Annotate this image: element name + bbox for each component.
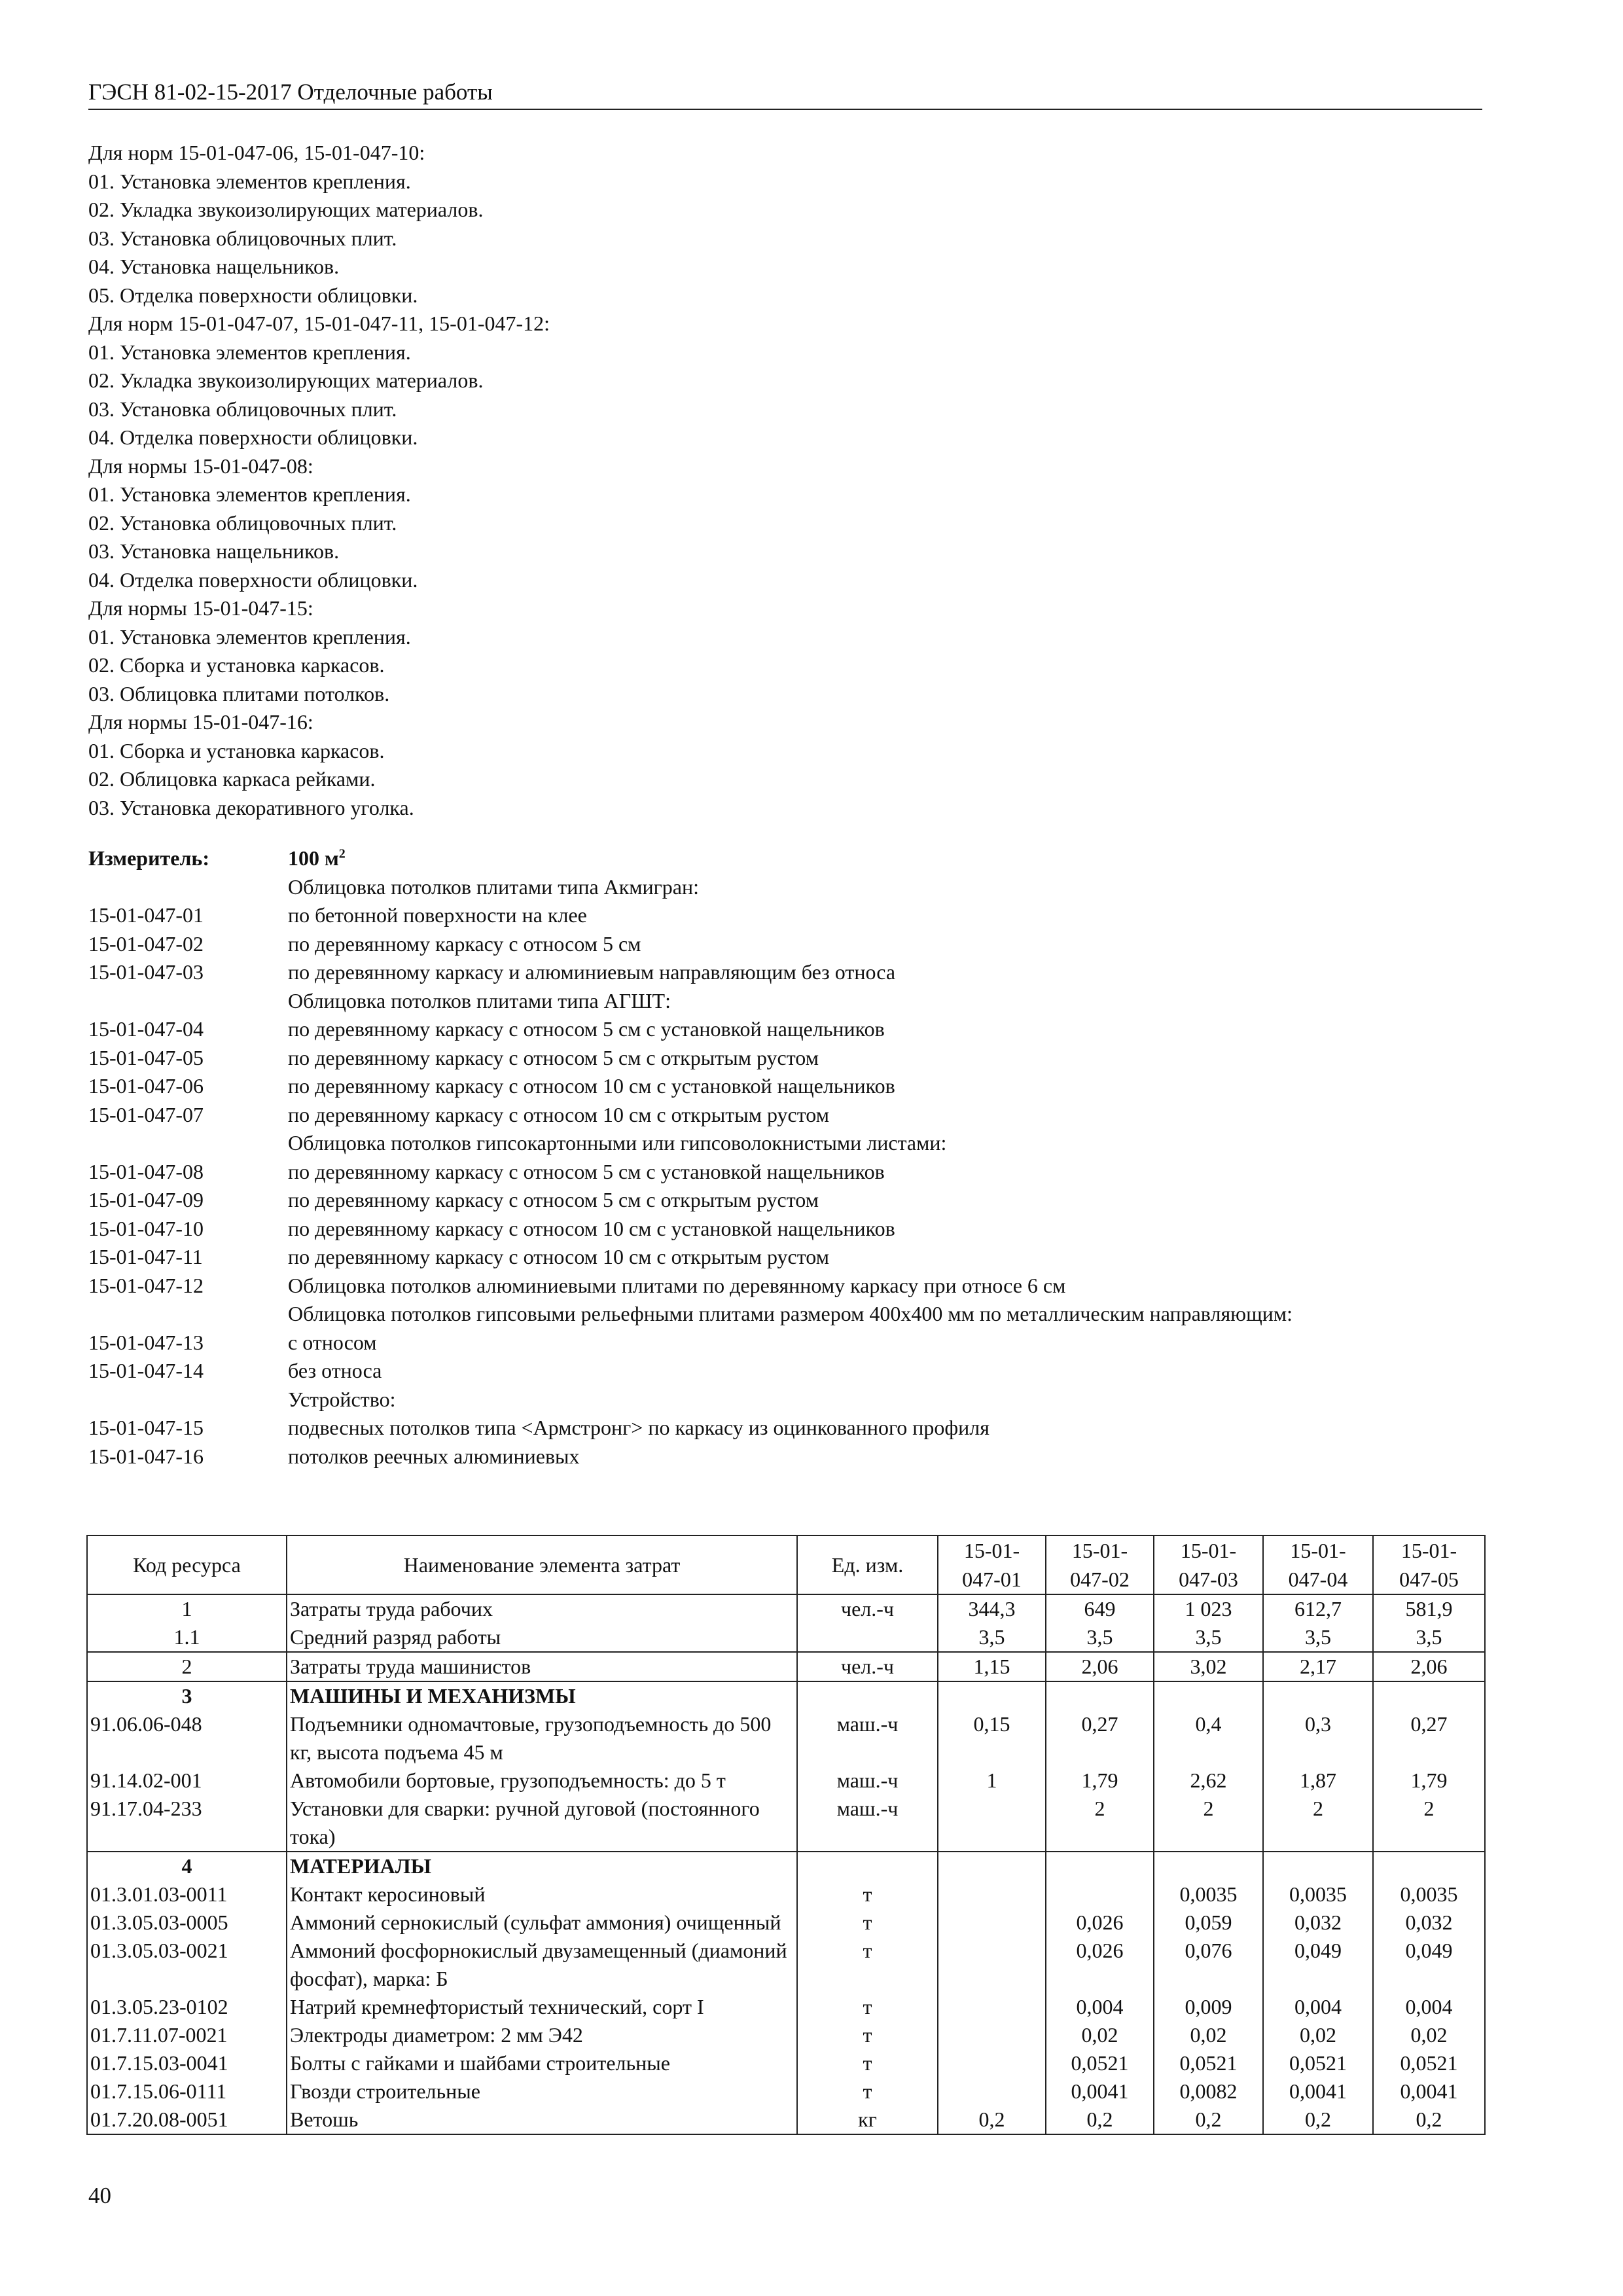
norm-value: 344,3 (938, 1594, 1046, 1623)
resource-name: Аммоний фосфорнокислый двузамещенный (диамоний фосфат), марка: Б (287, 1937, 797, 1993)
resource-code: 01.7.20.08-0051 (87, 2106, 287, 2134)
resource-name: Ветошь (287, 2106, 797, 2134)
norm-value: 0,2 (1373, 2106, 1485, 2134)
norm-value (1154, 1681, 1263, 1710)
norm-value: 1 (938, 1767, 1046, 1795)
intro-line: 03. Установка облицовочных плит. (88, 226, 397, 250)
resource-name: Затраты труда машинистов (287, 1652, 797, 1681)
norm-value: 0,15 (938, 1710, 1046, 1767)
norm-value: 0,032 (1373, 1909, 1485, 1937)
norm-value: 0,27 (1373, 1710, 1485, 1767)
norm-row (88, 1044, 1482, 1073)
norm-value (938, 2049, 1046, 2077)
norm-value: 0,02 (1046, 2021, 1154, 2049)
norm-description: Облицовка потолков гипсовыми рельефными плитами размером 400x400 мм по металлическим направляющим: (288, 1302, 1293, 1325)
norm-value: 0,2 (938, 2106, 1046, 2134)
norm-value: 3,02 (1154, 1652, 1263, 1681)
page-number: 40 (88, 2183, 111, 2208)
intro-line: 02. Укладка звукоизолирующих материалов. (88, 368, 484, 392)
resource-name: Натрий кремнефтористый технический, сорт I (287, 1993, 797, 2021)
norm-code: 15-01-047-08 (88, 1159, 204, 1183)
norm-description: Устройство: (288, 1387, 396, 1411)
norm-description: по деревянному каркасу с относом 5 см с установкой нащельников (288, 1017, 885, 1041)
norm-code: 15-01-047-06 (88, 1074, 204, 1098)
norm-value: 2,62 (1154, 1767, 1263, 1795)
resource-unit (797, 1852, 938, 1880)
resource-code: 01.3.05.23-0102 (87, 1993, 287, 2021)
meter-value: 100 $м^2$ (288, 846, 346, 870)
resource-name: Автомобили бортовые, грузоподъемность: до 5 т (287, 1767, 797, 1795)
norm-value: 0,0521 (1373, 2049, 1485, 2077)
norm-code (88, 873, 288, 902)
norm-value: 0,4 (1154, 1710, 1263, 1767)
resource-code: 01.3.01.03-0011 (87, 1880, 287, 1909)
table-body (87, 1594, 1485, 2134)
norm-row (88, 1414, 1482, 1443)
work-composition (88, 139, 1463, 822)
norm-list (88, 873, 1482, 1471)
norm-description: по деревянному каркасу с относом 5 см с открытым рустом (288, 1188, 819, 1211)
resource-code: 91.06.06-048 (87, 1710, 287, 1767)
norm-description: с относом (288, 1330, 377, 1354)
table-row (87, 1795, 1485, 1852)
resource-code: 1 (87, 1594, 287, 1623)
table-row (87, 1710, 1485, 1767)
intro-line: 01. Установка элементов крепления. (88, 624, 411, 649)
table-row (87, 1852, 1485, 1880)
norm-description: Облицовка потолков плитами типа АГШТ: (288, 988, 671, 1013)
norm-code: 15-01-047-12 (88, 1273, 204, 1297)
intro-line: Для нормы 15-01-047-16: (88, 710, 313, 734)
norm-description: по деревянному каркасу с относом 10 см с установкой нащельников (288, 1216, 895, 1240)
intro-line: 01. Сборка и установка каркасов. (88, 738, 385, 762)
intro-line: 05. Отделка поверхности облицовки. (88, 283, 418, 307)
norm-value (1046, 1852, 1154, 1880)
norm-description: по деревянному каркасу и алюминиевым направляющим без относа (288, 960, 896, 984)
norm-value (1263, 1681, 1373, 1710)
resource-unit (797, 1681, 938, 1710)
norm-row (88, 1101, 1482, 1130)
norm-value (938, 1681, 1046, 1710)
meter-section (88, 844, 1482, 1471)
intro-line: 02. Установка облицовочных плит. (88, 511, 397, 535)
norm-value: 0,0041 (1263, 2077, 1373, 2106)
norm-value: 0,2 (1046, 2106, 1154, 2134)
norm-value (938, 1880, 1046, 1909)
norm-value: 2 (1373, 1795, 1485, 1852)
norm-code: 15-01-047-02 (88, 931, 204, 956)
norm-row (88, 1215, 1482, 1244)
table-row (87, 1767, 1485, 1795)
norm-value: 3,5 (1046, 1623, 1154, 1652)
intro-line: 03. Облицовка плитами потолков. (88, 681, 390, 706)
norm-row (88, 958, 1482, 987)
resource-code: 4 (87, 1852, 287, 1880)
norm-value: 0,2 (1263, 2106, 1373, 2134)
norm-value: 3,5 (938, 1623, 1046, 1652)
col-header-code: Код ресурса (87, 1535, 287, 1594)
norm-code: 15-01-047-01 (88, 903, 204, 927)
norm-description: без относа (288, 1359, 382, 1382)
norm-row (88, 1300, 1482, 1329)
intro-line: Для нормы 15-01-047-08: (88, 454, 313, 478)
norm-row (88, 873, 1482, 902)
norm-value (938, 1795, 1046, 1852)
norm-value: 0,0035 (1263, 1880, 1373, 1909)
norm-value: 0,004 (1263, 1993, 1373, 2021)
norm-value: 2 (1046, 1795, 1154, 1852)
col-header-norm: 15-01- 047-02 (1046, 1535, 1154, 1594)
norm-row (88, 1186, 1482, 1215)
resource-unit: т (797, 2021, 938, 2049)
col-header-unit: Ед. изм. (797, 1535, 938, 1594)
norm-value: 0,0521 (1046, 2049, 1154, 2077)
norm-value: 1,79 (1373, 1767, 1485, 1795)
intro-line: 03. Установка декоративного уголка. (88, 795, 414, 819)
norm-row (88, 1158, 1482, 1187)
norm-value: 0,0035 (1373, 1880, 1485, 1909)
norm-value: 0,004 (1373, 1993, 1485, 2021)
norm-value (938, 1993, 1046, 2021)
resource-name: Аммоний сернокислый (сульфат аммония) очищенный (287, 1909, 797, 1937)
norm-code: 15-01-047-14 (88, 1359, 204, 1382)
norm-value: 0,059 (1154, 1909, 1263, 1937)
resource-unit: маш.-ч (797, 1795, 938, 1852)
resource-code: 01.7.11.07-0021 (87, 2021, 287, 2049)
table-row (87, 1880, 1485, 1909)
intro-line: 01. Установка элементов крепления. (88, 340, 411, 364)
header-title: ГЭСН 81-02-15-2017 Отделочные работы (88, 79, 493, 105)
resource-code: 01.3.05.03-0005 (87, 1909, 287, 1937)
norm-value: 581,9 (1373, 1594, 1485, 1623)
norm-code (88, 987, 288, 1016)
norm-code: 15-01-047-11 (88, 1245, 203, 1268)
table-row (87, 1681, 1485, 1710)
norm-code: 15-01-047-15 (88, 1416, 204, 1439)
norm-value: 0,049 (1373, 1937, 1485, 1993)
resource-name: МАТЕРИАЛЫ (287, 1852, 797, 1880)
resource-name: Средний разряд работы (287, 1623, 797, 1652)
norm-description: подвесных потолков типа <Армстронг> по каркасу из оцинкованного профиля (288, 1416, 990, 1439)
resource-name: Болты с гайками и шайбами строительные (287, 2049, 797, 2077)
norm-value: 3,5 (1263, 1623, 1373, 1652)
resource-code: 01.3.05.03-0021 (87, 1937, 287, 1993)
norm-value (1046, 1880, 1154, 1909)
resource-unit: чел.-ч (797, 1594, 938, 1623)
table-row (87, 1594, 1485, 1623)
norm-code: 15-01-047-03 (88, 960, 204, 984)
intro-line: 04. Установка нащельников. (88, 255, 340, 278)
norm-code: 15-01-047-16 (88, 1444, 204, 1468)
norm-description: потолков реечных алюминиевых (288, 1444, 580, 1468)
resource-unit: т (797, 1937, 938, 1993)
norm-row (88, 987, 1482, 1016)
norm-code: 15-01-047-10 (88, 1216, 204, 1240)
resource-table (86, 1535, 1486, 2135)
norm-value: 0,0521 (1154, 2049, 1263, 2077)
norm-value: 1,87 (1263, 1767, 1373, 1795)
intro-line: 01. Установка элементов крепления. (88, 482, 411, 506)
intro-line: 04. Отделка поверхности облицовки. (88, 567, 418, 592)
resource-unit: маш.-ч (797, 1710, 938, 1767)
col-header-norm: 15-01- 047-05 (1373, 1535, 1485, 1594)
norm-value: 0,0041 (1373, 2077, 1485, 2106)
norm-value: 0,032 (1263, 1909, 1373, 1937)
norm-description: Облицовка потолков алюминиевыми плитами по деревянному каркасу при относе 6 см (288, 1273, 1066, 1297)
resource-unit: т (797, 1909, 938, 1937)
norm-value: 0,3 (1263, 1710, 1373, 1767)
norm-value: 0,27 (1046, 1710, 1154, 1767)
norm-value (1373, 1681, 1485, 1710)
norm-code: 15-01-047-07 (88, 1102, 204, 1126)
norm-value: 0,009 (1154, 1993, 1263, 2021)
norm-description: по деревянному каркасу с относом 10 см с открытым рустом (288, 1102, 829, 1126)
resource-unit (797, 1623, 938, 1652)
norm-value: 0,0521 (1263, 2049, 1373, 2077)
resource-name: МАШИНЫ И МЕХАНИЗМЫ (287, 1681, 797, 1710)
norm-code: 15-01-047-05 (88, 1045, 204, 1069)
resource-name: Затраты труда рабочих (287, 1594, 797, 1623)
norm-value: 0,026 (1046, 1937, 1154, 1993)
col-header-norm: 15-01- 047-03 (1154, 1535, 1263, 1594)
intro-line: 04. Отделка поверхности облицовки. (88, 425, 418, 449)
table-row (87, 2106, 1485, 2134)
norm-value: 2,17 (1263, 1652, 1373, 1681)
table-row (87, 2049, 1485, 2077)
norm-value: 3,5 (1373, 1623, 1485, 1652)
norm-description: по деревянному каркасу с относом 5 см (288, 931, 641, 956)
table-row (87, 2077, 1485, 2106)
norm-value: 2 (1154, 1795, 1263, 1852)
norm-row (88, 1443, 1482, 1471)
norm-value: 3,5 (1154, 1623, 1263, 1652)
table-row (87, 1909, 1485, 1937)
norm-value: 2,06 (1373, 1652, 1485, 1681)
table-row (87, 2021, 1485, 2049)
norm-code (88, 1300, 288, 1329)
resource-unit: т (797, 1993, 938, 2021)
resource-unit: т (797, 2049, 938, 2077)
norm-code: 15-01-047-09 (88, 1188, 204, 1211)
norm-row (88, 1272, 1482, 1300)
norm-value: 649 (1046, 1594, 1154, 1623)
norm-row (88, 1129, 1482, 1158)
norm-value (938, 1937, 1046, 1993)
norm-value (1263, 1852, 1373, 1880)
norm-value: 1 023 (1154, 1594, 1263, 1623)
norm-row (88, 930, 1482, 959)
resource-code: 1.1 (87, 1623, 287, 1652)
norm-row (88, 1243, 1482, 1272)
page-header (88, 77, 1482, 110)
table-row (87, 1937, 1485, 1993)
norm-value: 2,06 (1046, 1652, 1154, 1681)
resource-code: 91.14.02-001 (87, 1767, 287, 1795)
norm-row (88, 1329, 1482, 1357)
meter-label: Измеритель: (88, 846, 209, 870)
norm-row (88, 1015, 1482, 1044)
norm-value: 0,004 (1046, 1993, 1154, 2021)
norm-code (88, 1386, 288, 1414)
norm-value: 0,02 (1154, 2021, 1263, 2049)
table-header-row (87, 1535, 1485, 1594)
resource-code: 3 (87, 1681, 287, 1710)
norm-value: 0,0035 (1154, 1880, 1263, 1909)
norm-value: 0,02 (1263, 2021, 1373, 2049)
resource-unit: чел.-ч (797, 1652, 938, 1681)
norm-value: 2 (1263, 1795, 1373, 1852)
norm-value (938, 2077, 1046, 2106)
intro-line: Для норм 15-01-047-06, 15-01-047-10: (88, 141, 425, 164)
norm-value: 0,02 (1373, 2021, 1485, 2049)
norm-description: Облицовка потолков гипсокартонными или гипсоволокнистыми листами: (288, 1131, 947, 1155)
table-row (87, 1993, 1485, 2021)
resource-name: Контакт керосиновый (287, 1880, 797, 1909)
norm-description: по бетонной поверхности на клее (288, 903, 587, 927)
norm-value: 0,049 (1263, 1937, 1373, 1993)
norm-row (88, 1072, 1482, 1101)
col-header-name: Наименование элемента затрат (287, 1535, 797, 1594)
resource-code: 01.7.15.03-0041 (87, 2049, 287, 2077)
norm-value: 1,15 (938, 1652, 1046, 1681)
resource-code: 2 (87, 1652, 287, 1681)
intro-line: 01. Установка элементов крепления. (88, 169, 411, 193)
norm-description: по деревянному каркасу с относом 10 см с установкой нащельников (288, 1074, 895, 1098)
resource-name: Подъемники одномачтовые, грузоподъемность до 500 кг, высота подъема 45 м (287, 1710, 797, 1767)
norm-code (88, 1129, 288, 1158)
resource-code: 91.17.04-233 (87, 1795, 287, 1852)
norm-value: 0,076 (1154, 1937, 1263, 1993)
resource-unit: т (797, 1880, 938, 1909)
norm-value: 612,7 (1263, 1594, 1373, 1623)
norm-row (88, 1386, 1482, 1414)
norm-value: 0,0082 (1154, 2077, 1263, 2106)
resource-unit: маш.-ч (797, 1767, 938, 1795)
table-row (87, 1652, 1485, 1681)
norm-description: по деревянному каркасу с относом 5 см с открытым рустом (288, 1045, 819, 1069)
col-header-norm: 15-01- 047-04 (1263, 1535, 1373, 1594)
norm-description: по деревянному каркасу с относом 10 см с открытым рустом (288, 1245, 829, 1268)
norm-value (1373, 1852, 1485, 1880)
norm-value (1154, 1852, 1263, 1880)
norm-value (938, 2021, 1046, 2049)
norm-row (88, 1357, 1482, 1386)
resource-name: Установки для сварки: ручной дуговой (постоянного тока) (287, 1795, 797, 1852)
norm-description: по деревянному каркасу с относом 5 см с установкой нащельников (288, 1159, 885, 1183)
intro-line: 02. Укладка звукоизолирующих материалов. (88, 198, 484, 221)
intro-line: Для норм 15-01-047-07, 15-01-047-11, 15-01-047-12: (88, 312, 550, 335)
norm-value (938, 1852, 1046, 1880)
intro-line: 02. Облицовка каркаса рейками. (88, 767, 376, 791)
norm-value: 0,026 (1046, 1909, 1154, 1937)
intro-line: 03. Установка облицовочных плит. (88, 397, 397, 421)
resource-name: Электроды диаметром: 2 мм Э42 (287, 2021, 797, 2049)
intro-line: 02. Сборка и установка каркасов. (88, 653, 385, 677)
norm-value: 1,79 (1046, 1767, 1154, 1795)
norm-row (88, 901, 1482, 930)
norm-code: 15-01-047-04 (88, 1017, 204, 1041)
resource-unit: кг (797, 2106, 938, 2134)
table-row (87, 1623, 1485, 1652)
norm-value (1046, 1681, 1154, 1710)
resource-name: Гвозди строительные (287, 2077, 797, 2106)
norm-value: 0,2 (1154, 2106, 1263, 2134)
col-header-norm: 15-01- 047-01 (938, 1535, 1046, 1594)
norm-code: 15-01-047-13 (88, 1330, 204, 1354)
meter-row (88, 844, 1482, 873)
norm-value (938, 1909, 1046, 1937)
intro-line: Для нормы 15-01-047-15: (88, 596, 313, 620)
resource-unit: т (797, 2077, 938, 2106)
intro-line: 03. Установка нащельников. (88, 539, 340, 563)
resource-code: 01.7.15.06-0111 (87, 2077, 287, 2106)
norm-description: Облицовка потолков плитами типа Акмигран: (288, 874, 700, 899)
norm-value: 0,0041 (1046, 2077, 1154, 2106)
